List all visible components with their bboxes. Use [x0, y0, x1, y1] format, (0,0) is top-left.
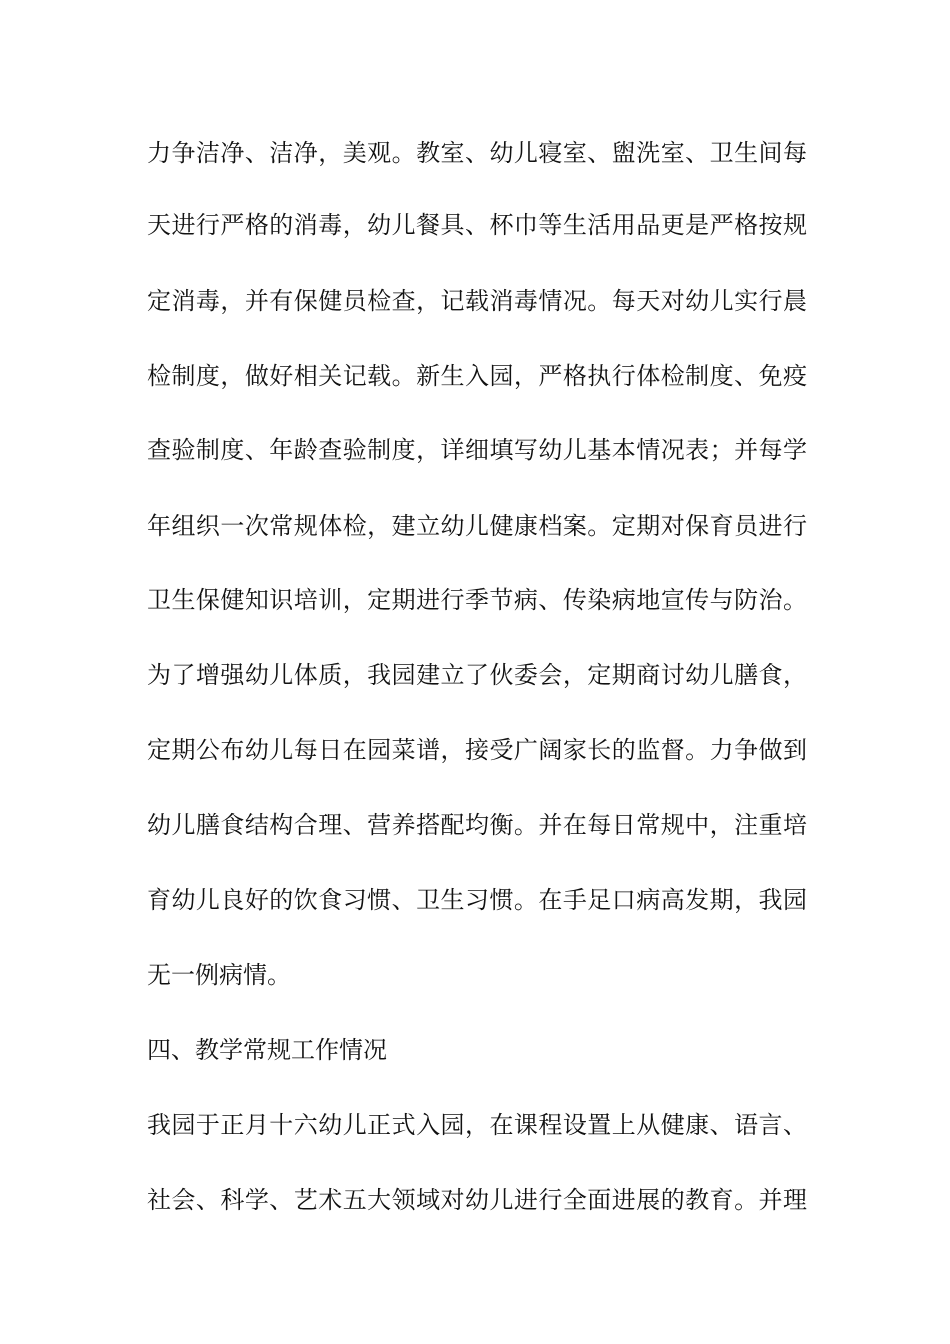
text-line: 查验制度、年龄查验制度，详细填写幼儿基本情况表；并每学 [147, 436, 807, 464]
text-line: 育幼儿良好的饮食习惯、卫生习惯。在手足口病高发期，我园 [147, 886, 807, 914]
text-line: 卫生保健知识培训，定期进行季节病、传染病地宣传与防治。 [147, 586, 807, 614]
text-line: 天进行严格的消毒，幼儿餐具、杯巾等生活用品更是严格按规 [147, 211, 807, 239]
paragraph-end-line: 无一例病情。 [147, 961, 291, 989]
text-line: 年组织一次常规体检，建立幼儿健康档案。定期对保育员进行 [147, 512, 807, 540]
section-heading: 四、教学常规工作情况 [147, 1036, 387, 1064]
text-line: 定期公布幼儿每日在园菜谱，接受广阔家长的监督。力争做到 [147, 736, 807, 764]
text-line: 检制度，做好相关记载。新生入园，严格执行体检制度、免疫 [147, 362, 807, 390]
text-line: 社会、科学、艺术五大领域对幼儿进行全面进展的教育。并理 [147, 1186, 807, 1214]
text-line: 幼儿膳食结构合理、营养搭配均衡。并在每日常规中，注重培 [147, 811, 807, 839]
text-line: 定消毒，并有保健员检查，记载消毒情况。每天对幼儿实行晨 [147, 287, 807, 315]
text-line: 为了增强幼儿体质，我园建立了伙委会，定期商讨幼儿膳食， [147, 661, 807, 689]
text-line: 力争洁净、洁净，美观。教室、幼儿寝室、盥洗室、卫生间每 [147, 139, 807, 167]
text-line: 我园于正月十六幼儿正式入园，在课程设置上从健康、语言、 [147, 1111, 807, 1139]
